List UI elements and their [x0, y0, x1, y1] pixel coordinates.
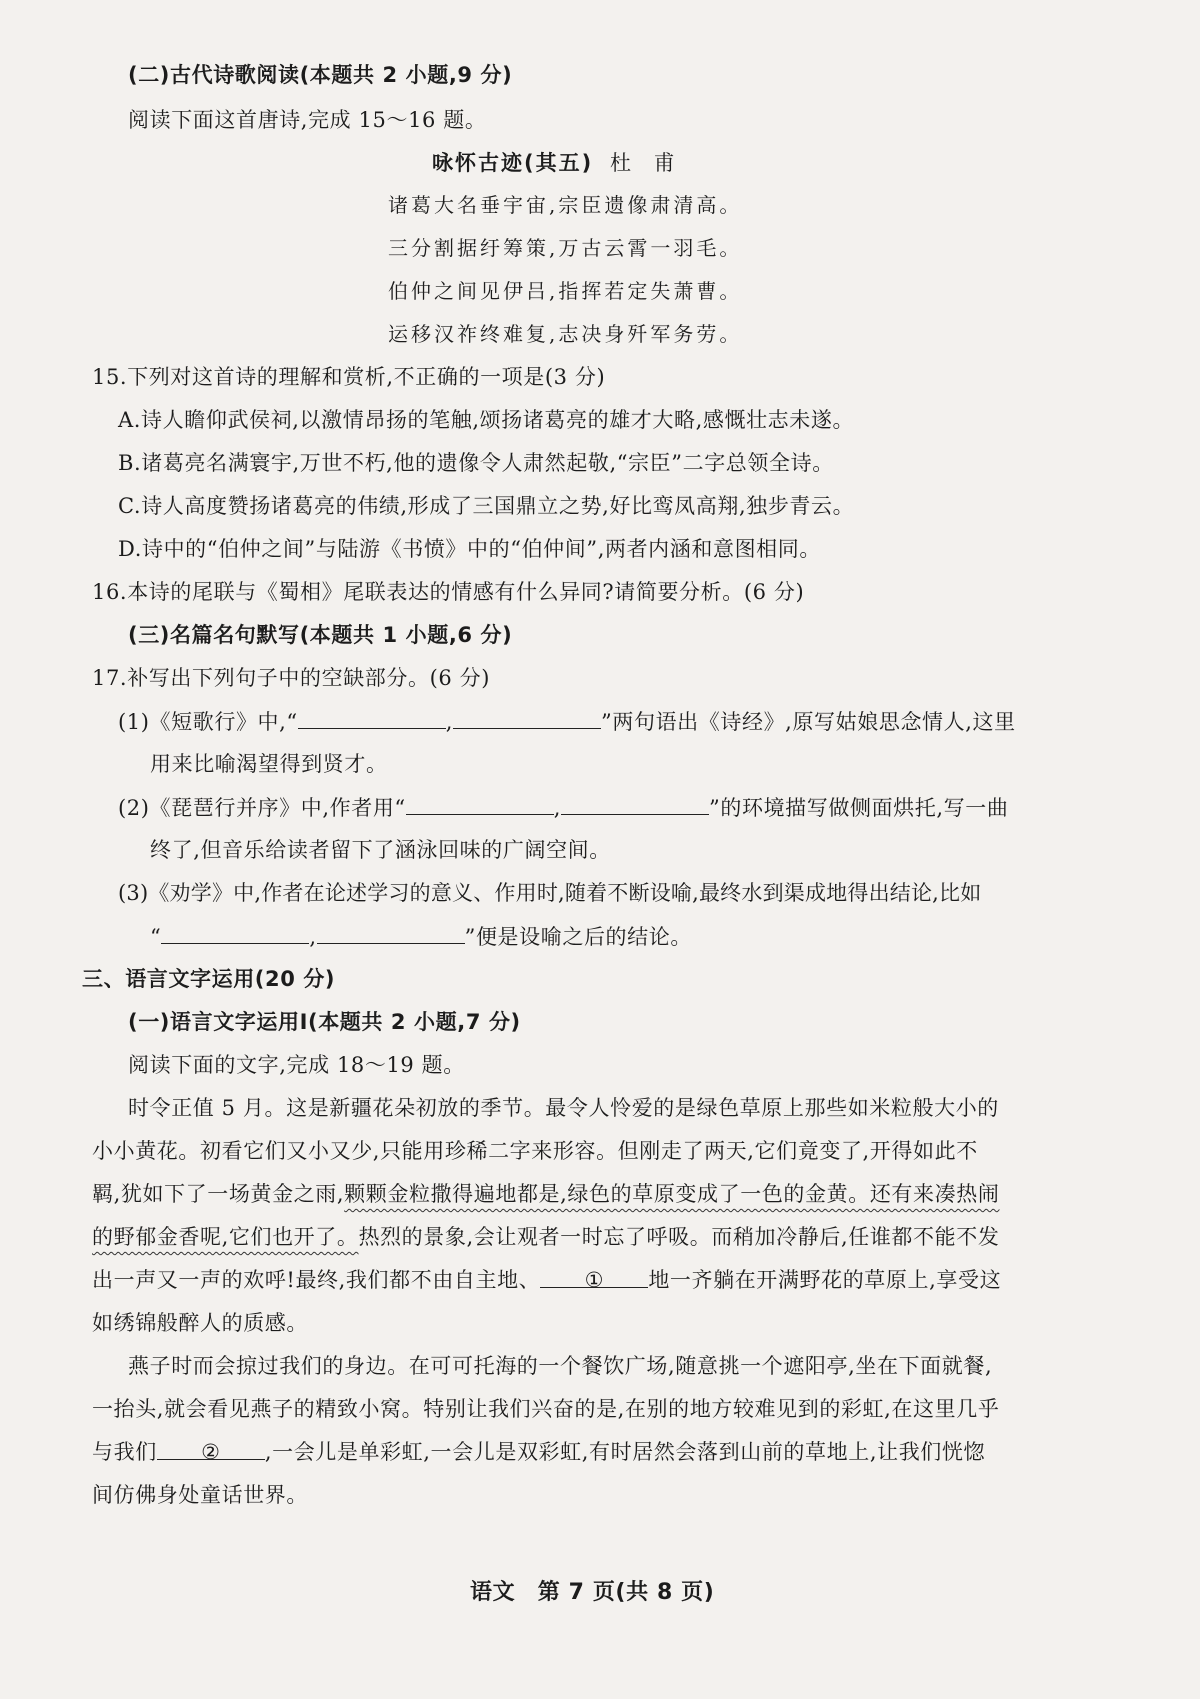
- answer-blank[interactable]: [161, 921, 309, 944]
- passage-line: [92, 1265, 1001, 1295]
- q17-p3-open-quote: “: [150, 925, 162, 949]
- question-15-option-b: B.诸葛亮名满寰宇,万世不朽,他的遗像令人肃然起敬,“宗臣”二字总领全诗。: [118, 451, 834, 475]
- passage-text: 出一声又一声的欢呼!最终,我们都不由自主地、: [92, 1268, 541, 1292]
- q17-p2-suffix: ”的环境描写做侧面烘托,写一曲: [709, 796, 1009, 820]
- passage-line: [92, 1222, 999, 1252]
- q17-p3-comma: ,: [309, 925, 317, 949]
- question-17-part-3-cont: [150, 921, 692, 952]
- passage-line: 如绣锦般醉人的质感。: [92, 1311, 308, 1335]
- answer-blank[interactable]: [561, 792, 709, 815]
- passage-instruction: 阅读下面的文字,完成 18～19 题。: [128, 1053, 465, 1077]
- answer-blank[interactable]: [298, 706, 446, 729]
- question-15-stem: 15.下列对这首诗的理解和赏析,不正确的一项是(3 分): [92, 365, 606, 389]
- underlined-sentence: 的野郁金香呢,它们也开了。: [92, 1225, 359, 1249]
- poem-title: 咏怀古迹(其五): [432, 151, 594, 175]
- poem-line: 伯仲之间见伊吕,指挥若定失萧曹。: [388, 279, 743, 303]
- question-15-option-c: C.诗人高度赞扬诸葛亮的伟绩,形成了三国鼎立之势,好比鸾凤高翔,独步青云。: [118, 494, 855, 518]
- poem-author: 杜 甫: [610, 151, 683, 175]
- answer-blank[interactable]: [406, 792, 554, 815]
- q17-p2-comma: ,: [553, 796, 562, 820]
- passage-line: [92, 1179, 999, 1209]
- section-heading-language-use: (一)语言文字运用Ⅰ(本题共 2 小题,7 分): [128, 1010, 521, 1034]
- part-3-heading: 三、语言文字运用(20 分): [82, 967, 336, 991]
- question-17-part-1-cont: 用来比喻渴望得到贤才。: [150, 752, 388, 776]
- passage-text: 与我们: [92, 1440, 157, 1464]
- poem-line: 三分割据纡筹策,万古云霄一羽毛。: [388, 236, 743, 260]
- question-17-part-1: [118, 706, 1016, 737]
- underlined-sentence: 颗颗金粒撒得遍地都是,绿色的草原变成了一色的金黄。还有来凑热闹: [344, 1182, 1000, 1206]
- poem-line: 诸葛大名垂宇宙,宗臣遗像肃清高。: [388, 193, 743, 217]
- fill-blank-2[interactable]: ②: [157, 1437, 265, 1460]
- passage-line: 间仿佛身处童话世界。: [92, 1483, 308, 1507]
- section-heading-recitation: (三)名篇名句默写(本题共 1 小题,6 分): [128, 623, 513, 647]
- question-17-part-2-cont: 终了,但音乐给读者留下了涵泳回味的广阔空间。: [150, 838, 611, 862]
- fill-blank-1[interactable]: ①: [540, 1265, 648, 1288]
- q17-p1-comma: ,: [445, 710, 454, 734]
- question-16-stem: 16.本诗的尾联与《蜀相》尾联表达的情感有什么异同?请简要分析。(6 分): [92, 580, 805, 604]
- passage-line: 一抬头,就会看见燕子的精致小窝。特别让我们兴奋的是,在别的地方较难见到的彩虹,在这里几乎: [92, 1397, 1000, 1421]
- passage-line: 时令正值 5 月。这是新疆花朵初放的季节。最令人怜爱的是绿色草原上那些如米粒般大小的: [128, 1096, 999, 1120]
- section-heading-poetry: (二)古代诗歌阅读(本题共 2 小题,9 分): [128, 63, 513, 87]
- passage-line: 燕子时而会掠过我们的身边。在可可托海的一个餐饮广场,随意挑一个遮阳亭,坐在下面就餐,: [128, 1354, 993, 1378]
- answer-blank[interactable]: [453, 706, 601, 729]
- question-17-part-2: [118, 792, 1008, 823]
- question-17-stem: 17.补写出下列句子中的空缺部分。(6 分): [92, 666, 491, 690]
- q17-p1-suffix: ”两句语出《诗经》,原写姑娘思念情人,这里: [601, 710, 1016, 734]
- q17-p3-suffix: ”便是设喻之后的结论。: [464, 925, 692, 949]
- question-15-option-a: A.诗人瞻仰武侯祠,以激情昂扬的笔触,颂扬诸葛亮的雄才大略,感慨壮志未遂。: [118, 408, 855, 432]
- poetry-instruction: 阅读下面这首唐诗,完成 15～16 题。: [128, 108, 487, 132]
- question-15-option-d: D.诗中的“伯仲之间”与陆游《书愤》中的“伯仲间”,两者内涵和意图相同。: [118, 537, 821, 561]
- page-footer: 语文 第 7 页(共 8 页): [470, 1580, 715, 1605]
- answer-blank[interactable]: [317, 921, 465, 944]
- poem-line: 运移汉祚终难复,志决身歼军务劳。: [388, 322, 743, 346]
- passage-text: ,一会儿是单彩虹,一会儿是双彩虹,有时居然会落到山前的草地上,让我们恍惚: [264, 1440, 986, 1464]
- passage-text: 羁,犹如下了一场黄金之雨,: [92, 1182, 345, 1206]
- q17-p1-prefix: (1)《短歌行》中,“: [118, 710, 298, 734]
- passage-line: [92, 1437, 985, 1467]
- passage-text: 热烈的景象,会让观者一时忘了呼吸。而稍加冷静后,任谁都不能不发: [358, 1225, 1000, 1249]
- passage-line: 小小黄花。初看它们又小又少,只能用珍稀二字来形容。但刚走了两天,它们竟变了,开得如此不: [92, 1139, 978, 1163]
- q17-p2-prefix: (2)《琵琶行并序》中,作者用“: [118, 796, 406, 820]
- passage-text: 地一齐躺在开满野花的草原上,享受这: [648, 1268, 1002, 1292]
- question-17-part-3: (3)《劝学》中,作者在论述学习的意义、作用时,随着不断设喻,最终水到渠成地得出结论,比如: [118, 881, 982, 905]
